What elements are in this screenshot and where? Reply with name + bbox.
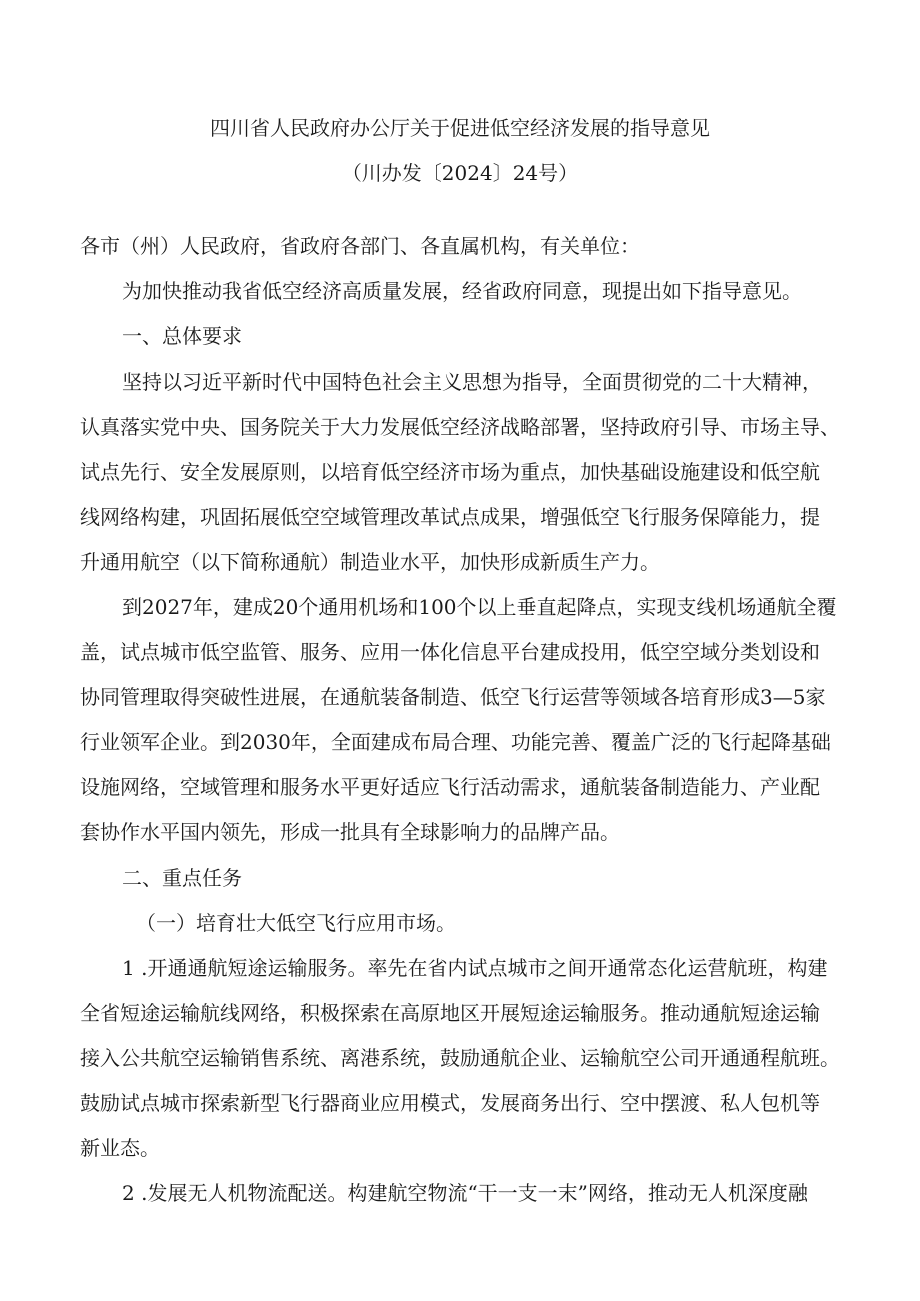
paragraph-line: 接入公共航空运输销售系统、离港系统，鼓励通航企业、运输航空公司开通通程航班。 <box>80 1046 840 1070</box>
paragraph-line: 行业领军企业。到2030年，全面建成布局合理、功能完善、覆盖广泛的飞行起降基础 <box>80 730 831 754</box>
paragraph-line: 全省短途运输航线网络，积极探索在高原地区开展短途运输服务。推动通航短途运输 <box>80 1001 820 1025</box>
paragraph-line: 线网络构建，巩固拓展低空空域管理改革试点成果，增强低空飞行服务保障能力，提 <box>80 505 820 529</box>
document-title: 四川省人民政府办公厅关于促进低空经济发展的指导意见 <box>210 116 710 140</box>
paragraph-line: 鼓励试点城市探索新型飞行器商业应用模式，发展商务出行、空中摆渡、私人包机等 <box>80 1091 820 1115</box>
paragraph-line: 升通用航空（以下简称通航）制造业水平，加快形成新质生产力。 <box>80 550 660 574</box>
intro-paragraph: 为加快推动我省低空经济高质量发展，经省政府同意，现提出如下指导意见。 <box>122 279 802 303</box>
paragraph-line: 套协作水平国内领先，形成一批具有全球影响力的品牌产品。 <box>80 820 620 844</box>
document-number: （川办发〔2024〕24号） <box>341 161 579 185</box>
section-heading-2: 二、重点任务 <box>122 866 242 890</box>
paragraph-line: 设施网络，空域管理和服务水平更好适应飞行活动需求，通航装备制造能力、产业配 <box>80 775 820 799</box>
paragraph-line: 试点先行、安全发展原则，以培育低空经济市场为重点，加快基础设施建设和低空航 <box>80 460 820 484</box>
paragraph-line: 1 .开通通航短途运输服务。率先在省内试点城市之间开通常态化运营航班，构建 <box>122 956 828 980</box>
paragraph-line: 协同管理取得突破性进展，在通航装备制造、低空飞行运营等领域各培育形成3—5家 <box>80 685 826 709</box>
paragraph-line: 新业态。 <box>80 1136 160 1160</box>
paragraph-line: 坚持以习近平新时代中国特色社会主义思想为指导，全面贯彻党的二十大精神， <box>122 370 822 394</box>
section-heading-1: 一、总体要求 <box>122 324 242 348</box>
paragraph-line: 到2027年，建成20个通用机场和100个以上垂直起降点，实现支线机场通航全覆 <box>122 595 837 619</box>
subsection-heading-1: （一）培育壮大低空飞行应用市场。 <box>136 911 456 935</box>
paragraph-line: 2 .发展无人机物流配送。构建航空物流“干一支一末”网络，推动无人机深度融 <box>122 1181 808 1205</box>
paragraph-line: 认真落实党中央、国务院关于大力发展低空经济战略部署，坚持政府引导、市场主导、 <box>80 415 840 439</box>
salutation: 各市（州）人民政府，省政府各部门、各直属机构，有关单位： <box>80 234 640 258</box>
paragraph-line: 盖，试点城市低空监管、服务、应用一体化信息平台建成投用，低空空域分类划设和 <box>80 640 820 664</box>
